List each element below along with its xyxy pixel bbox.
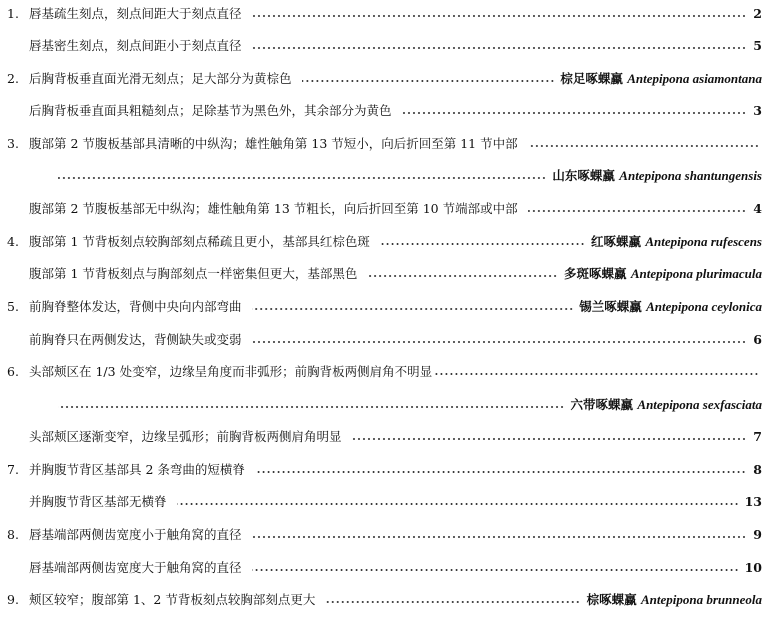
couplet-2b [0, 100, 767, 122]
species-scientific-name: Antepipona sexfasciata [637, 397, 762, 412]
dot-leader [58, 177, 546, 179]
couplet-7b [0, 491, 767, 513]
species-result [560, 68, 767, 90]
couplet-text: 前胸脊整体发达，背侧中央向内部弯曲 [29, 299, 242, 314]
species-chinese-name: 山东啄蜾蠃 [552, 168, 615, 183]
couplet-1a [0, 3, 767, 25]
couplet-text: 颊区较窄；腹部第 1、2 节背板刻点较胸部刻点更大 [29, 592, 316, 607]
goto-couplet-link[interactable]: 10 [744, 560, 762, 575]
dot-leader [255, 471, 746, 473]
couplet-text: 腹部第 1 节背板刻点较胸部刻点稀疏且更小，基部具红棕色斑 [29, 234, 370, 249]
species-chinese-name: 棕啄蜾蠃 [586, 592, 637, 607]
dot-leader [252, 341, 746, 343]
goto-couplet-link[interactable]: 6 [753, 332, 762, 347]
couplet-1b [0, 35, 767, 57]
species-result [591, 231, 767, 253]
couplet-6a [0, 361, 767, 383]
couplet-text: 并胸腹节背区基部具 2 条弯曲的短横脊 [29, 462, 245, 477]
goto-couplet-link[interactable]: 9 [753, 527, 762, 542]
species-result [552, 165, 767, 187]
dot-leader [352, 438, 746, 440]
couplet-number: 6. [7, 364, 19, 379]
couplet-text: 腹部第 1 节背板刻点与胸部刻点一样密集但更大，基部黑色 [29, 266, 358, 281]
species-scientific-name: Antepipona asiamontana [627, 71, 762, 86]
couplet-3a [0, 133, 767, 155]
couplet-4a [0, 231, 767, 253]
couplet-5a [0, 296, 767, 318]
dot-leader [380, 243, 585, 245]
couplet-text: 唇基端部两侧齿宽度大于触角窝的直径 [29, 560, 242, 575]
couplet-number: 2. [7, 71, 19, 86]
goto-couplet-link[interactable]: 5 [753, 38, 762, 53]
couplet-text: 腹部第 2 节腹板基部无中纵沟；雄性触角第 13 节粗长，向后折回至第 10 节端部或中部 [29, 201, 518, 216]
dot-leader [528, 145, 759, 147]
species-result [587, 589, 767, 611]
dot-leader [302, 80, 555, 82]
dot-leader [177, 503, 739, 505]
couplet-number: 4. [7, 234, 19, 249]
couplet-text: 后胸背板垂直面具粗糙刻点；足除基节为黑色外，其余部分为黄色 [29, 103, 392, 118]
couplet-text: 头部颊区在 1/3 处变窄，边缘呈角度而非弧形；前胸背板两侧肩角不明显 [29, 364, 433, 379]
couplet-5b [0, 329, 767, 351]
species-chinese-name: 锡兰啄蜾蠃 [579, 299, 642, 314]
species-scientific-name: Antepipona rufescens [645, 234, 762, 249]
species-scientific-name: Antepipona plurimacula [630, 266, 762, 281]
couplet-4b [0, 263, 767, 285]
species-result [564, 263, 767, 285]
species-chinese-name: 多斑啄蜾蠃 [564, 266, 627, 281]
species-result [579, 296, 767, 318]
species-scientific-name: Antepipona shantungensis [619, 168, 762, 183]
couplet-number: 8. [7, 527, 19, 542]
couplet-text: 唇基密生刻点，刻点间距小于刻点直径 [29, 38, 242, 53]
goto-couplet-link[interactable]: 7 [753, 429, 762, 444]
species-result [571, 394, 767, 416]
dot-leader [252, 308, 574, 310]
couplet-text: 腹部第 2 节腹板基部具清晰的中纵沟；雄性触角第 13 节短小，向后折回至第 11 节中部 [29, 136, 518, 151]
couplet-2a [0, 68, 767, 90]
goto-couplet-link[interactable]: 8 [753, 462, 762, 477]
couplet-3b [0, 198, 767, 220]
couplet-number: 1. [7, 6, 19, 21]
dot-leader [367, 275, 558, 277]
couplet-text: 并胸腹节背区基部无横脊 [29, 494, 167, 509]
dot-leader [402, 112, 746, 114]
dot-leader [58, 406, 565, 408]
couplet-number: 7. [7, 462, 19, 477]
couplet-8a [0, 524, 767, 546]
species-chinese-name: 棕足啄蜾蠃 [560, 71, 623, 86]
dot-leader [325, 601, 580, 603]
couplet-8b [0, 557, 767, 579]
couplet-number: 9. [7, 592, 19, 607]
couplet-text: 前胸脊只在两侧发达，背侧缺失或变弱 [29, 332, 242, 347]
species-scientific-name: Antepipona brunneola [640, 592, 762, 607]
couplet-6a-continued [0, 394, 767, 416]
couplet-7a [0, 459, 767, 481]
dot-leader [528, 210, 746, 212]
couplet-3a-continued [0, 165, 767, 187]
species-chinese-name: 六带啄蜾蠃 [570, 397, 634, 412]
couplet-number: 5. [7, 299, 19, 314]
couplet-number: 3. [7, 136, 19, 151]
goto-couplet-link[interactable]: 2 [753, 6, 762, 21]
couplet-text: 唇基端部两侧齿宽度小于触角窝的直径 [29, 527, 242, 542]
goto-couplet-link[interactable]: 4 [753, 201, 762, 216]
dot-leader [434, 373, 759, 375]
couplet-text: 唇基疏生刻点，刻点间距大于刻点直径 [29, 6, 242, 21]
goto-couplet-link[interactable]: 13 [744, 494, 762, 509]
species-scientific-name: Antepipona ceylonica [646, 299, 762, 314]
couplet-text: 后胸背板垂直面光滑无刻点；足大部分为黄棕色 [29, 71, 292, 86]
couplet-9a [0, 589, 767, 611]
dot-leader [252, 536, 746, 538]
species-chinese-name: 红啄蜾蠃 [590, 234, 641, 249]
dot-leader [252, 15, 746, 17]
couplet-text: 头部颊区逐渐变窄，边缘呈弧形；前胸背板两侧肩角明显 [29, 429, 342, 444]
dot-leader [252, 569, 739, 571]
couplet-6b [0, 426, 767, 448]
goto-couplet-link[interactable]: 3 [753, 103, 762, 118]
dot-leader [252, 47, 746, 49]
